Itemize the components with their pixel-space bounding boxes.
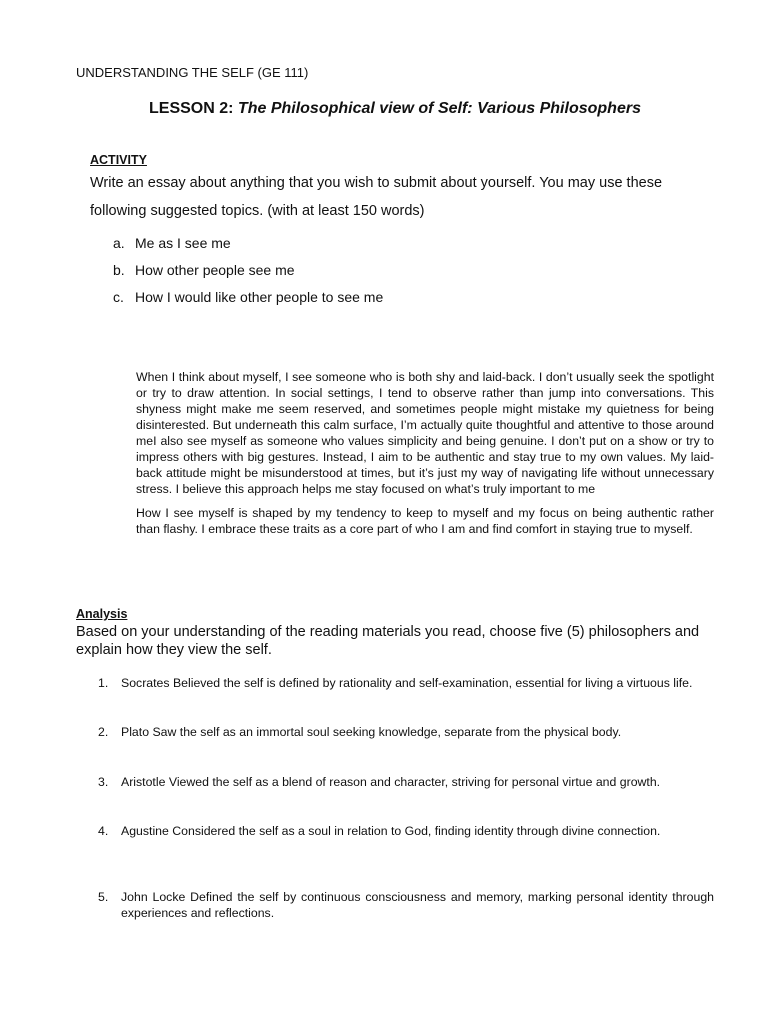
essay-paragraph: When I think about myself, I see someone who is both shy and laid-back. I don’t usually seek the spotlight or try to draw attention. In social settings, I tend to observe rather than jump into conversations. This shyness might make me seem reserved, and sometimes people might mistake my quietness for being disinterested. But underneath this calm surface, I’m actually quite thoughtful and attentive to those around meI also see myself as someone who values simplicity and being genuine. I don’t put on a show or try to impress others with big gestures. Instead, I aim to be authentic and stay true to my own values. My laid-back attitude might be misunderstood at times, but it’s just my way of navigating life without unnecessary stress. I believe this approach helps me stay focused on what’s truly important to me [136,370,714,496]
philosopher-number: 4. [98,824,109,838]
philosopher-item [98,774,714,790]
topic-marker: a. [113,235,125,251]
topic-item [113,262,383,289]
philosopher-text: Agustine Considered the self as a soul in relation to God, finding identity through divine connection. [121,824,661,838]
topic-item [113,289,383,316]
topic-text: How I would like other people to see me [135,289,384,305]
topic-marker: b. [113,262,125,278]
philosopher-number: 2. [98,725,109,739]
topic-item [113,235,383,262]
essay-paragraph: How I see myself is shaped by my tendency to keep to myself and my focus on being authentic rather than flashy. I embrace these traits as a core part of who I am and find comfort in staying true to myself. [136,506,714,536]
course-title: UNDERSTANDING THE SELF (GE 111) [76,65,309,80]
topic-text: How other people see me [135,262,295,278]
topic-list [113,235,383,316]
philosopher-number: 1. [98,676,109,690]
lesson-heading [0,100,768,118]
philosopher-text: Aristotle Viewed the self as a blend of reason and character, striving for personal virtue and growth. [121,775,661,789]
philosopher-item [98,675,714,691]
lesson-prefix: LESSON 2: [149,100,238,117]
philosopher-text: Socrates Believed the self is defined by rationality and self-examination, essential for living a virtuous life. [121,676,693,690]
activity-heading: ACTIVITY [90,153,147,167]
activity-instructions: Write an essay about anything that you wish to submit about yourself. You may use these following suggested topics. (with at least 150 words) [90,175,663,219]
analysis-heading: Analysis [76,607,128,621]
lesson-title: The Philosophical view of Self: Various Philosophers [237,100,641,117]
philosopher-text: John Locke Defined the self by continuous consciousness and memory, marking personal identity through experiences and reflections. [121,890,714,920]
philosopher-text: Plato Saw the self as an immortal soul seeking knowledge, separate from the physical body. [121,725,622,739]
philosopher-number: 3. [98,775,109,789]
essay-body [136,369,714,545]
philosopher-item [98,889,714,921]
analysis-instructions: Based on your understanding of the reading materials you read, choose five (5) philosophers and explain how they view the self. [76,624,700,658]
topic-marker: c. [113,289,124,305]
topic-text: Me as I see me [135,235,231,251]
philosopher-item [98,823,714,839]
philosopher-number: 5. [98,890,109,904]
philosopher-item [98,724,714,740]
